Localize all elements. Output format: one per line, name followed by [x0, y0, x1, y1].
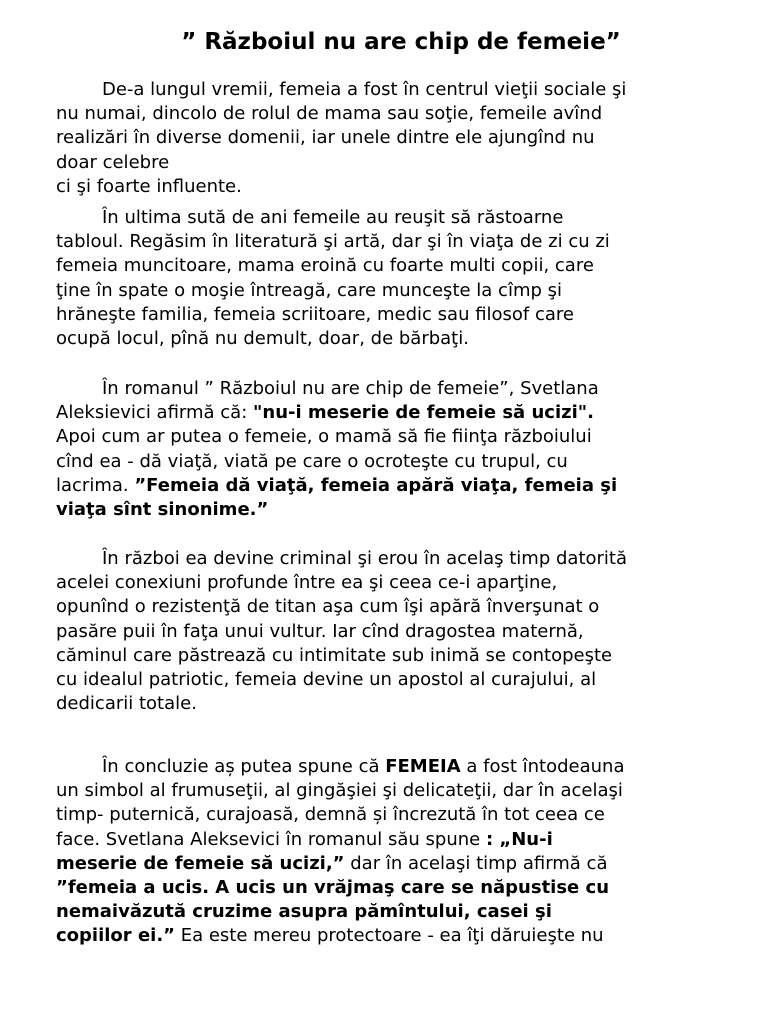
- text-line: [56, 852, 716, 876]
- text-line: ci şi foarte influente.: [56, 175, 242, 197]
- text-span: lacrima.: [56, 474, 135, 496]
- quote-bold: meserie de femeie să ucizi,”: [56, 852, 345, 874]
- text-span: De-a lungul vremii, femeia a fost în centrul vieţii sociale şi: [102, 79, 627, 100]
- text-line: [56, 78, 716, 102]
- quote-bold: "nu-i meserie de femeie să ucizi".: [253, 402, 594, 424]
- text-line: [56, 474, 716, 498]
- text-line: [56, 876, 716, 900]
- quote-bold: nemaivăzută cruzime asupra pămîntului, casei şi: [56, 901, 552, 923]
- quote-bold: viaţa sînt sinonime.”: [56, 499, 269, 521]
- text-span: Ea este mereu protectoare - ea îţi dăruieşte nu: [175, 925, 604, 947]
- text-line: [56, 900, 716, 924]
- text-line: ocupă locul, pînă nu demult, doar, de bărbaţi.: [56, 328, 469, 350]
- text-line: [56, 377, 716, 401]
- text-line: [56, 498, 716, 522]
- text-span: dar în acelaşi timp afirmă că: [344, 852, 608, 874]
- text-line: un simbol al frumuseţii, al gingăşiei şi delicateţii, dar în acelaşi: [56, 780, 623, 802]
- text-line: cînd ea - dă viaţă, viată pe care o ocroteşte cu trupul, cu: [56, 450, 568, 472]
- text-line: dedicarii totale.: [56, 693, 197, 715]
- text-line: realizări în diverse domenii, iar unele dintre ele ajungînd nu: [56, 127, 595, 149]
- text-span: Aleksievici afirmă că:: [56, 402, 253, 424]
- text-line: timp- puternică, curajoasă, demnă și încrezută în tot ceea ce: [56, 804, 605, 826]
- text-line: ţine în spate o moşie întreagă, care munceşte la cîmp şi: [56, 279, 563, 301]
- text-line: doar celebre: [56, 151, 170, 173]
- text-line: [56, 547, 716, 571]
- text-line: tabloul. Regăsim în literatură şi artă, dar şi în viaţa de zi cu zi: [56, 231, 610, 253]
- text-line: [56, 401, 716, 425]
- text-line: Apoi cum ar putea o femeie, o mamă să fie fiinţa războiului: [56, 426, 592, 448]
- text-line: acelei conexiuni profunde între ea şi ceea ce-i aparţine,: [56, 572, 558, 594]
- text-line: hrăneşte familia, femeia scriitoare, medic sau filosof care: [56, 303, 575, 325]
- paragraph-2: [56, 206, 716, 351]
- text-span: În război ea devine criminal şi erou în acelaş timp datorită: [102, 548, 627, 569]
- quote-bold: ”Femeia dă viaţă, femeia apără viaţa, femeia şi: [134, 474, 618, 496]
- paragraph-3: [56, 377, 716, 522]
- text-span: În romanul ” Războiul nu are chip de femeie”, Svetlana: [102, 378, 599, 399]
- text-line: pasăre puii în faţa unui vultur. Iar cînd dragostea maternă,: [56, 620, 584, 642]
- quote-bold: : „Nu-i: [485, 828, 553, 850]
- text-span: face. Svetlana Aleksevici în romanul său spune: [56, 828, 486, 850]
- text-span: a fost întodeauna: [460, 756, 625, 777]
- text-line: femeia muncitoare, mama eroină cu foarte multi copii, care: [56, 255, 594, 277]
- text-line: [56, 924, 716, 948]
- text-line: nu numai, dincolo de rolul de mama sau soţie, femeile avînd: [56, 103, 603, 125]
- paragraph-4: [56, 547, 716, 716]
- text-line: [56, 206, 716, 230]
- emphasis-bold: FEMEIA: [385, 756, 461, 777]
- text-line: opunînd o rezistenţă de titan aşa cum îşi apără înverşunat o: [56, 596, 600, 618]
- page-title: ” Războiul nu are chip de femeie”: [181, 29, 621, 55]
- text-line: cu idealul patriotic, femeia devine un apostol al curajului, al: [56, 669, 597, 691]
- paragraph-5: [56, 755, 716, 949]
- text-span: În ultima sută de ani femeile au reuşit să răstoarne: [102, 207, 564, 228]
- quote-bold: ”femeia a ucis. A ucis un vrăjmaş care se năpustise cu: [56, 877, 610, 899]
- text-span: În concluzie aș putea spune că: [102, 756, 386, 777]
- quote-bold: copiilor ei.”: [56, 925, 175, 947]
- text-line: [56, 755, 716, 779]
- paragraph-1: [56, 78, 716, 199]
- text-line: [56, 828, 716, 852]
- text-line: căminul care păstrează cu intimitate sub inimă se contopeşte: [56, 644, 613, 666]
